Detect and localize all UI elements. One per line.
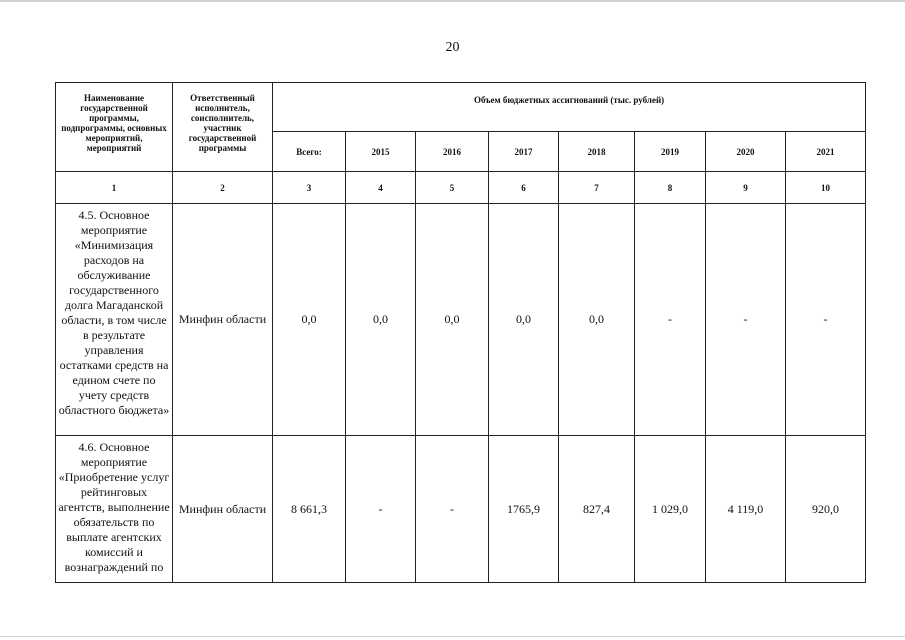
header-row-1 [56, 83, 866, 132]
budget-table [55, 82, 866, 583]
column-number: 8 [635, 172, 706, 204]
header-col-2019: 2019 [635, 132, 706, 172]
column-number: 6 [489, 172, 559, 204]
column-number-row [56, 172, 866, 204]
row-value-2017: 0,0 [489, 204, 559, 436]
row-value-total: 8 661,3 [273, 436, 346, 583]
row-value-2015: 0,0 [346, 204, 416, 436]
header-executor: Ответственный исполнитель, соисполнитель, участник государственной программы [173, 83, 273, 172]
header-col-2015: 2015 [346, 132, 416, 172]
header-name: Наименование государственной программы, подпрограммы, основных мероприятий, мероприятий [56, 83, 173, 172]
header-col-2016: 2016 [416, 132, 489, 172]
column-number: 2 [173, 172, 273, 204]
row-value-2018: 0,0 [559, 204, 635, 436]
column-number: 10 [786, 172, 866, 204]
row-value-2015: - [346, 436, 416, 583]
row-value-total: 0,0 [273, 204, 346, 436]
page-number: 20 [445, 40, 460, 55]
row-value-2020: - [706, 204, 786, 436]
row-value-2017: 1765,9 [489, 436, 559, 583]
header-col-2018: 2018 [559, 132, 635, 172]
row-value-2016: - [416, 436, 489, 583]
table-row [56, 204, 866, 436]
row-value-2020: 4 119,0 [706, 436, 786, 583]
header-col-total: Всего: [273, 132, 346, 172]
column-number: 9 [706, 172, 786, 204]
row-value-2018: 827,4 [559, 436, 635, 583]
header-col-2021: 2021 [786, 132, 866, 172]
row-name: 4.6. Основное мероприятие «Приобретение услуг рейтинговых агентств, выполнение обязательств по выплате агентских комиссий и вознаграждений по [56, 436, 173, 583]
header-col-2017: 2017 [489, 132, 559, 172]
column-number: 3 [273, 172, 346, 204]
row-name: 4.5. Основное мероприятие «Минимизация расходов на обслуживание государственного долга Магаданской области, в том числе в результате управления остатками средств на едином счете по учету средств областного бюджета» [56, 204, 173, 436]
row-value-2021: - [786, 204, 866, 436]
bottom-rule [0, 636, 905, 637]
column-number: 1 [56, 172, 173, 204]
top-rule [0, 0, 905, 2]
column-number: 4 [346, 172, 416, 204]
row-executor: Минфин области [173, 204, 273, 436]
row-value-2019: 1 029,0 [635, 436, 706, 583]
row-value-2021: 920,0 [786, 436, 866, 583]
table-row [56, 436, 866, 583]
row-value-2019: - [635, 204, 706, 436]
row-value-2016: 0,0 [416, 204, 489, 436]
header-col-2020: 2020 [706, 132, 786, 172]
column-number: 7 [559, 172, 635, 204]
row-executor: Минфин области [173, 436, 273, 583]
header-budget: Объем бюджетных ассигнований (тыс. рублей) [273, 83, 866, 132]
column-number: 5 [416, 172, 489, 204]
